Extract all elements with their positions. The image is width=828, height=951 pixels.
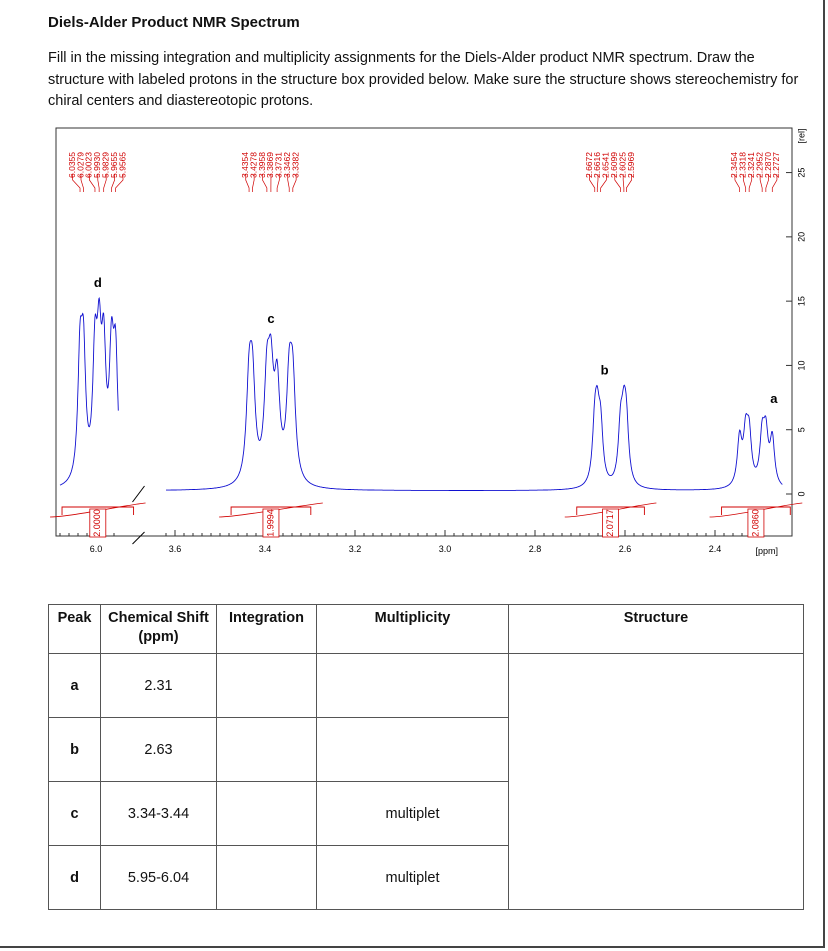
integration-cell[interactable] (217, 782, 317, 846)
x-tick-label: 2.4 (708, 544, 722, 554)
peak-label-b: b (600, 362, 609, 378)
integration-cell[interactable] (217, 654, 317, 718)
x-tick-label: 2.8 (528, 544, 542, 554)
x-tick-label: 3.4 (258, 544, 272, 554)
header-peak: Peak (49, 605, 101, 654)
shift-label: 2.6616 (592, 152, 603, 178)
y-tick-label: 0 (796, 491, 807, 497)
x-tick-label: 3.6 (168, 544, 182, 554)
chemical-shift: 2.63 (101, 718, 217, 782)
shift-label: 2.2870 (762, 152, 773, 178)
spectrum-trace-left (60, 298, 118, 485)
shift-label: 2.6541 (600, 152, 611, 178)
peak-label: a (49, 654, 101, 718)
table-header-row (49, 605, 804, 654)
shift-label: 5.9655 (108, 152, 119, 178)
integral-value: 2.0717 (604, 509, 615, 537)
shift-label: 3.3462 (281, 151, 292, 178)
y-tick-label: 25 (796, 167, 807, 178)
nmr-spectrum-chart (48, 124, 808, 564)
x-tick-label: 3.2 (348, 544, 362, 554)
shift-label: 2.6672 (583, 152, 594, 178)
shift-label: 2.3454 (729, 152, 740, 178)
x-tick-label: 6.0 (89, 544, 103, 554)
header-structure: Structure (509, 605, 804, 654)
shift-label: 2.6025 (617, 152, 628, 178)
peak-label: b (49, 718, 101, 782)
header-chemical-shift: Chemical Shift (ppm) (101, 605, 217, 654)
shift-label: 5.9930 (92, 152, 103, 178)
shift-label: 5.9829 (100, 152, 111, 178)
chemical-shift: 5.95-6.04 (101, 846, 217, 910)
header-integration: Integration (217, 605, 317, 654)
assignment-table (48, 604, 804, 910)
x-axis-label: [ppm] (755, 546, 778, 556)
y-tick-label: 10 (796, 360, 807, 371)
spectrum-trace-right (166, 334, 782, 491)
axis-break-mark (133, 486, 145, 502)
multiplicity-cell[interactable] (317, 654, 509, 718)
shift-label: 2.5969 (625, 152, 636, 178)
shift-label: 3.3382 (290, 152, 301, 179)
x-tick-label: 2.6 (618, 544, 632, 554)
peak-label: c (49, 782, 101, 846)
shift-label: 6.0023 (83, 152, 94, 178)
shift-label: 2.6099 (609, 152, 620, 178)
y-tick-label: 15 (796, 296, 807, 307)
multiplicity-cell[interactable]: multiplet (317, 782, 509, 846)
structure-box[interactable] (509, 654, 804, 910)
peak-label: d (49, 846, 101, 910)
integral-value: 2.0860 (750, 509, 761, 537)
x-tick-label: 3.0 (438, 544, 452, 554)
shift-label: 3.3958 (256, 152, 267, 178)
shift-label: 3.4278 (248, 152, 259, 178)
multiplicity-cell[interactable]: multiplet (317, 846, 509, 910)
shift-label: 3.3731 (273, 152, 284, 178)
peak-label-d: d (93, 275, 102, 291)
integration-cell[interactable] (217, 846, 317, 910)
shift-label: 2.2952 (754, 152, 765, 178)
multiplicity-cell[interactable] (317, 718, 509, 782)
y-tick-label: 20 (796, 231, 807, 242)
chemical-shift: 2.31 (101, 654, 217, 718)
integral-value: 2.0000 (92, 509, 103, 537)
integral-value: 1.9994 (265, 509, 276, 537)
shift-label: 6.0279 (75, 152, 86, 178)
table-row (49, 654, 804, 718)
shift-label: 2.3241 (745, 152, 756, 178)
peak-label-c: c (267, 311, 275, 327)
shift-label: 2.3318 (737, 152, 748, 178)
page-title: Diels-Alder Product NMR Spectrum (48, 14, 300, 31)
axis-break-mark (133, 532, 145, 544)
shift-label: 3.4354 (239, 152, 250, 178)
chemical-shift: 3.34-3.44 (101, 782, 217, 846)
y-axis-label: [rel] (796, 128, 807, 144)
plot-frame (56, 128, 792, 536)
instructions: Fill in the missing integration and multiplicity assignments for the Diels-Alder product NMR spectrum. Draw the structure with labeled protons in the structure box provided below. Make sure the structure shows stereochemistry for chiral centers and diastereotopic protons. (48, 50, 799, 109)
shift-label: 3.3869 (265, 152, 276, 178)
shift-label: 5.9565 (117, 152, 128, 178)
header-multiplicity: Multiplicity (317, 605, 509, 654)
integration-cell[interactable] (217, 718, 317, 782)
shift-label: 2.2727 (771, 152, 782, 178)
peak-label-a: a (770, 390, 778, 406)
shift-label: 6.0355 (66, 152, 77, 178)
y-tick-label: 5 (796, 427, 807, 433)
